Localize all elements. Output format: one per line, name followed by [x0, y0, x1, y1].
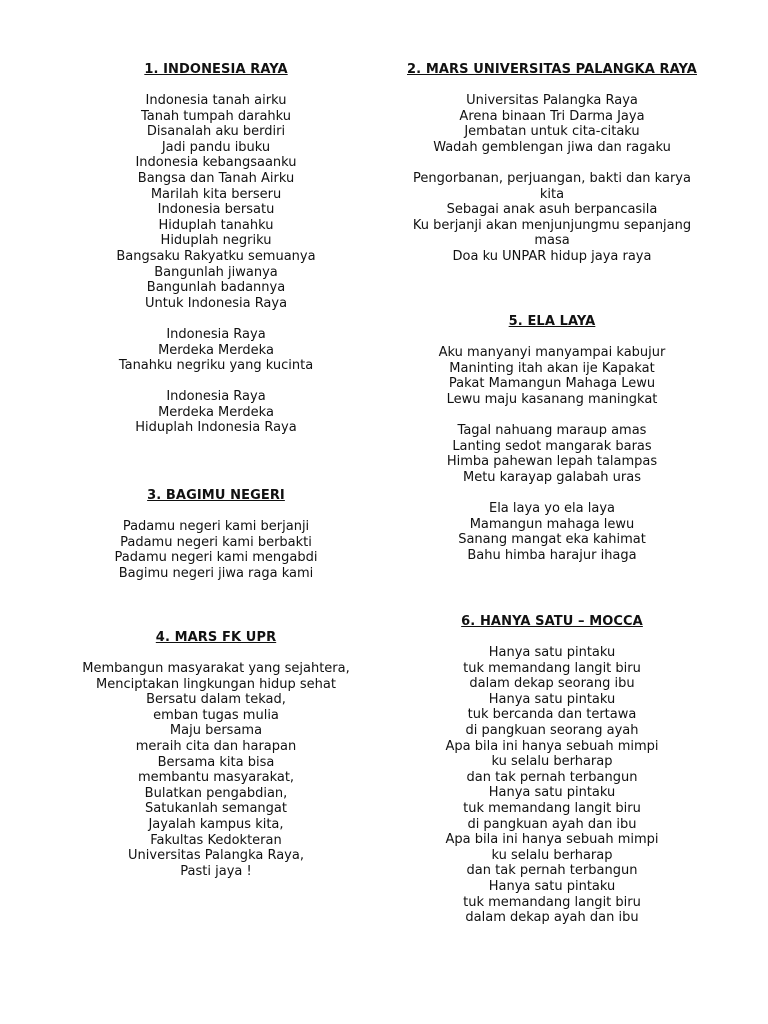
song-mars-fk-upr — [66, 630, 366, 879]
lyric-line: Aku manyanyi manyampai kabujur — [438, 345, 666, 360]
song-indonesia-raya — [96, 62, 336, 436]
stanza — [96, 327, 336, 374]
song-lyrics — [96, 93, 336, 436]
lyric-line: Indonesia kebangsaanku — [135, 155, 297, 171]
lyric-line: Hanya satu pintaku — [488, 785, 616, 801]
lyric-line: dan tak pernah terbangun — [466, 863, 638, 879]
lyric-line: Bangsa dan Tanah Airku — [137, 170, 295, 186]
lyric-line: Pakat Mamangun Mahaga Lewu — [448, 376, 656, 392]
lyric-line: Jembatan untuk cita-citaku — [464, 124, 640, 140]
song-lyrics — [405, 345, 699, 563]
lyric-line: Jadi pandu ibuku — [161, 139, 271, 155]
song-lyrics — [405, 93, 699, 265]
lyric-line: Menciptakan lingkungan hidup sehat — [96, 676, 336, 692]
lyric-line: Sanang mangat eka kahimat — [458, 532, 646, 548]
lyric-line: membantu masyarakat, — [137, 770, 295, 786]
lyric-line: Maninting itah akan ije Kapakat — [449, 360, 655, 376]
song-title: 3. BAGIMU NEGERI — [147, 488, 285, 503]
song-title: 1. INDONESIA RAYA — [144, 62, 288, 77]
stanza — [66, 661, 366, 879]
lyric-line: Himba pahewan lepah talampas — [446, 454, 658, 470]
stanza — [96, 93, 336, 311]
lyric-line: Mamangun mahaga lewu — [469, 516, 635, 532]
stanza — [405, 171, 699, 265]
lyric-line: Hiduplah Indonesia Raya — [135, 420, 297, 436]
lyric-line: Hanya satu pintaku — [488, 691, 616, 707]
stanza — [405, 423, 699, 485]
lyric-line: Hiduplah negriku — [160, 233, 272, 249]
lyric-line: Ku berjanji akan menjunjungmu sepanjang masa — [412, 217, 692, 249]
lyric-line: Bangsaku Rakyatku semuanya — [116, 248, 316, 264]
lyric-line: Universitas Palangka Raya, — [128, 848, 304, 864]
song-hanya-satu-mocca — [405, 614, 699, 926]
lyric-line: Membangun masyarakat yang sejahtera, — [82, 661, 350, 676]
lyric-line: Pengorbanan, perjuangan, bakti dan karya kita — [413, 170, 691, 202]
stanza — [405, 645, 699, 926]
lyric-line: Tanah tumpah darahku — [140, 108, 292, 124]
song-ela-laya — [405, 314, 699, 563]
lyric-line: Ela laya yo ela laya — [488, 500, 616, 516]
lyric-line: Marilah kita berseru — [150, 186, 282, 202]
song-title: 6. HANYA SATU – MOCCA — [461, 614, 643, 629]
lyric-line: Hanya satu pintaku — [488, 878, 616, 894]
lyric-line: Pasti jaya ! — [180, 863, 252, 879]
lyric-line: Universitas Palangka Raya — [466, 93, 638, 108]
song-lyrics — [405, 645, 699, 926]
song-title: 4. MARS FK UPR — [155, 630, 277, 645]
lyric-line: Tanahku negriku yang kucinta — [118, 358, 314, 374]
lyric-line: dan tak pernah terbangun — [466, 769, 638, 785]
lyric-line: Wadah gemblengan jiwa dan ragaku — [433, 139, 671, 155]
lyric-line: Lanting sedot mangarak baras — [452, 438, 652, 454]
lyric-line: Satukanlah semangat — [145, 801, 287, 817]
lyric-line: di pangkuan ayah dan ibu — [467, 816, 637, 832]
song-title: 2. MARS UNIVERSITAS PALANGKA RAYA — [407, 62, 697, 77]
lyric-line: tuk memandang langit biru — [463, 800, 641, 816]
stanza — [405, 345, 699, 407]
lyric-line: di pangkuan seorang ayah — [465, 722, 639, 738]
song-title: 5. ELA LAYA — [508, 314, 596, 329]
lyric-line: tuk memandang langit biru — [463, 660, 641, 676]
lyric-line: Maju bersama — [169, 723, 263, 739]
song-mars-universitas-palangka-raya — [405, 62, 699, 265]
lyric-line: Tagal nahuang maraup amas — [457, 422, 647, 438]
lyric-line: Metu karayap galabah uras — [462, 469, 641, 485]
song-lyrics — [66, 661, 366, 879]
lyric-line: Lewu maju kasanang maningkat — [446, 391, 658, 407]
lyric-line: Untuk Indonesia Raya — [144, 295, 288, 311]
lyric-line: Disanalah aku berdiri — [146, 124, 286, 140]
lyric-line: Indonesia Raya — [166, 326, 266, 342]
lyric-line: ku selalu berharap — [491, 754, 613, 770]
lyric-line: Apa bila ini hanya sebuah mimpi — [445, 832, 659, 848]
stanza — [96, 389, 336, 436]
lyric-line: Bersama kita bisa — [157, 754, 275, 770]
lyric-line: Hanya satu pintaku — [488, 645, 616, 660]
lyric-line: Fakultas Kedokteran — [150, 832, 282, 848]
lyric-line: Indonesia bersatu — [157, 202, 275, 218]
lyric-line: Doa ku UNPAR hidup jaya raya — [452, 248, 652, 264]
lyric-line: Merdeka Merdeka — [158, 404, 274, 420]
lyric-line: meraih cita dan harapan — [135, 738, 297, 754]
lyric-line: Hiduplah tanahku — [158, 217, 274, 233]
lyric-line: Padamu negeri kami berbakti — [120, 534, 312, 550]
stanza — [96, 519, 336, 581]
song-bagimu-negeri — [96, 488, 336, 581]
lyric-line: Bagimu negeri jiwa raga kami — [118, 565, 314, 581]
lyric-line: tuk memandang langit biru — [463, 894, 641, 910]
lyric-line: Merdeka Merdeka — [158, 342, 274, 358]
stanza — [405, 93, 699, 155]
lyric-line: Sebagai anak asuh berpancasila — [446, 202, 658, 218]
lyric-line: Padamu negeri kami berjanji — [122, 519, 310, 534]
lyric-line: Padamu negeri kami mengabdi — [114, 550, 318, 566]
lyric-line: Indonesia tanah airku — [145, 93, 287, 108]
lyric-line: Apa bila ini hanya sebuah mimpi — [445, 738, 659, 754]
lyric-line: Indonesia Raya — [166, 389, 266, 405]
lyric-line: ku selalu berharap — [491, 847, 613, 863]
lyric-line: Arena binaan Tri Darma Jaya — [459, 108, 645, 124]
lyric-line: Jayalah kampus kita, — [148, 816, 284, 832]
lyric-line: Bahu himba harajur ihaga — [467, 547, 637, 563]
lyric-line: tuk bercanda dan tertawa — [467, 707, 637, 723]
lyric-line: dalam dekap ayah dan ibu — [465, 910, 639, 926]
lyric-line: Bangunlah jiwanya — [154, 264, 278, 280]
lyric-line: Bangunlah badannya — [146, 280, 286, 296]
lyric-line: Bersatu dalam tekad, — [146, 692, 286, 708]
stanza — [405, 501, 699, 563]
lyric-line: dalam dekap seorang ibu — [469, 676, 635, 692]
song-lyrics — [96, 519, 336, 581]
lyric-line: emban tugas mulia — [153, 707, 279, 723]
lyric-line: Bulatkan pengabdian, — [144, 785, 288, 801]
